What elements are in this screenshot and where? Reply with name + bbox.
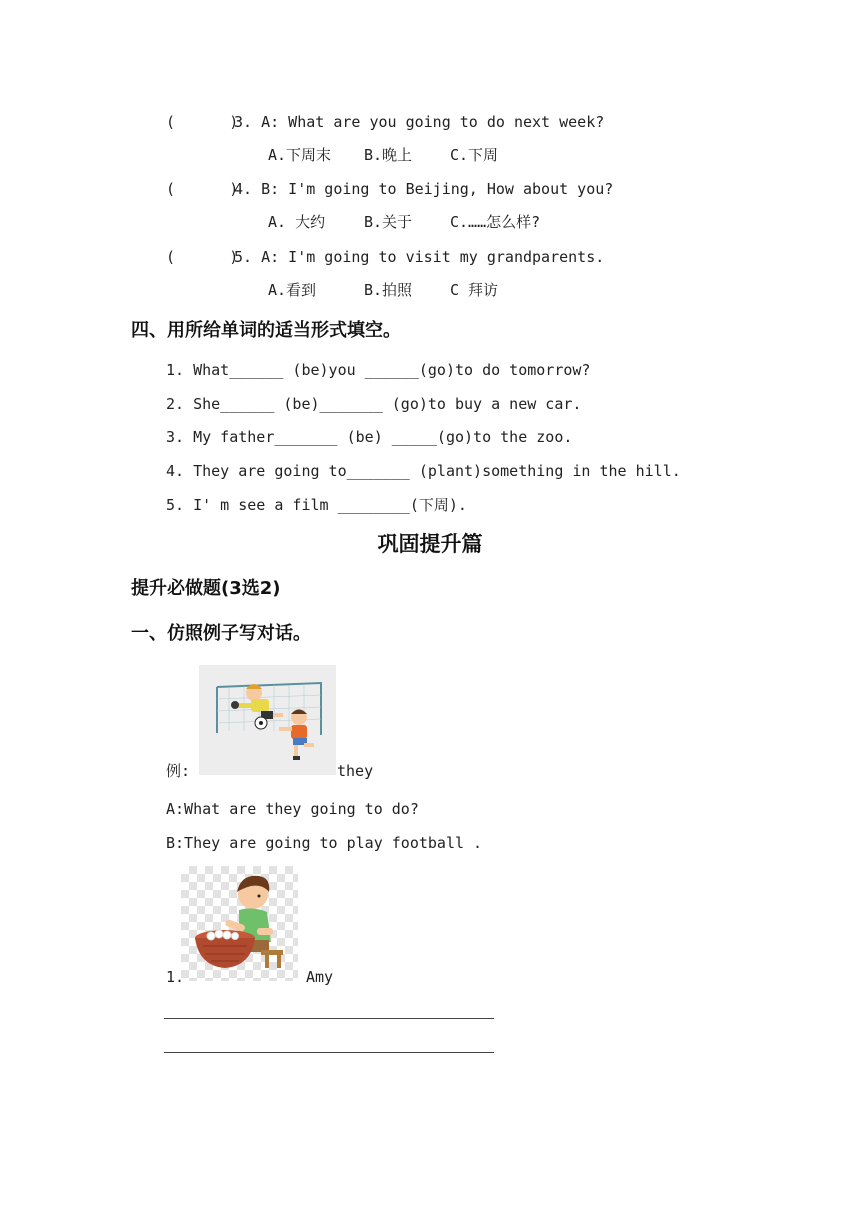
- q1-subject: Amy: [306, 968, 334, 986]
- choice-4-option-a: A. 大约: [268, 213, 326, 231]
- answer-line-2[interactable]: [164, 1052, 494, 1053]
- fill-item-5: 5. I' m see a film ________(下周).: [166, 496, 467, 514]
- choice-5-option-c: C 拜访: [450, 281, 499, 299]
- sub-heading: 提升必做题(3选2): [131, 578, 281, 599]
- choice-3-option-b: B.晚上: [364, 146, 413, 164]
- choice-4-question: 4. B: I'm going to Beijing, How about you?: [234, 180, 614, 198]
- choice-4-option-b: B.关于: [364, 213, 413, 231]
- choice-5-option-b: B.拍照: [364, 281, 413, 299]
- choice-5-paren: ( ): [166, 248, 239, 266]
- q1-label: 1.: [166, 968, 185, 986]
- fill-item-1: 1. What______ (be)you ______(go)to do tomorrow?: [166, 361, 591, 379]
- choice-3-paren: ( ): [166, 113, 239, 131]
- choice-4-paren: ( ): [166, 180, 239, 198]
- choice-4-option-c: C.……怎么样?: [450, 213, 541, 231]
- answer-line-1[interactable]: [164, 1018, 494, 1019]
- section-1-heading: 一、仿照例子写对话。: [131, 623, 311, 644]
- football-kids-image: [199, 665, 336, 775]
- fill-item-3: 3. My father_______ (be) _____(go)to the zoo.: [166, 428, 573, 446]
- dialog-b: B:They are going to play football .: [166, 834, 483, 852]
- section-4-heading: 四、用所给单词的适当形式填空。: [131, 320, 401, 341]
- fill-item-4: 4. They are going to_______ (plant)something in the hill.: [166, 462, 681, 480]
- choice-5-question: 5. A: I'm going to visit my grandparents.: [234, 248, 605, 266]
- dialog-a: A:What are they going to do?: [166, 800, 419, 818]
- example-subject: they: [337, 762, 374, 780]
- fill-item-2: 2. She______ (be)_______ (go)to buy a new car.: [166, 395, 582, 413]
- washing-clothes-image: [181, 866, 298, 981]
- example-label: 例:: [166, 762, 191, 780]
- part-title: 巩固提升篇: [377, 532, 483, 556]
- choice-3-option-a: A.下周末: [268, 146, 332, 164]
- choice-3-option-c: C.下周: [450, 146, 499, 164]
- choice-5-option-a: A.看到: [268, 281, 317, 299]
- choice-3-question: 3. A: What are you going to do next week?: [234, 113, 605, 131]
